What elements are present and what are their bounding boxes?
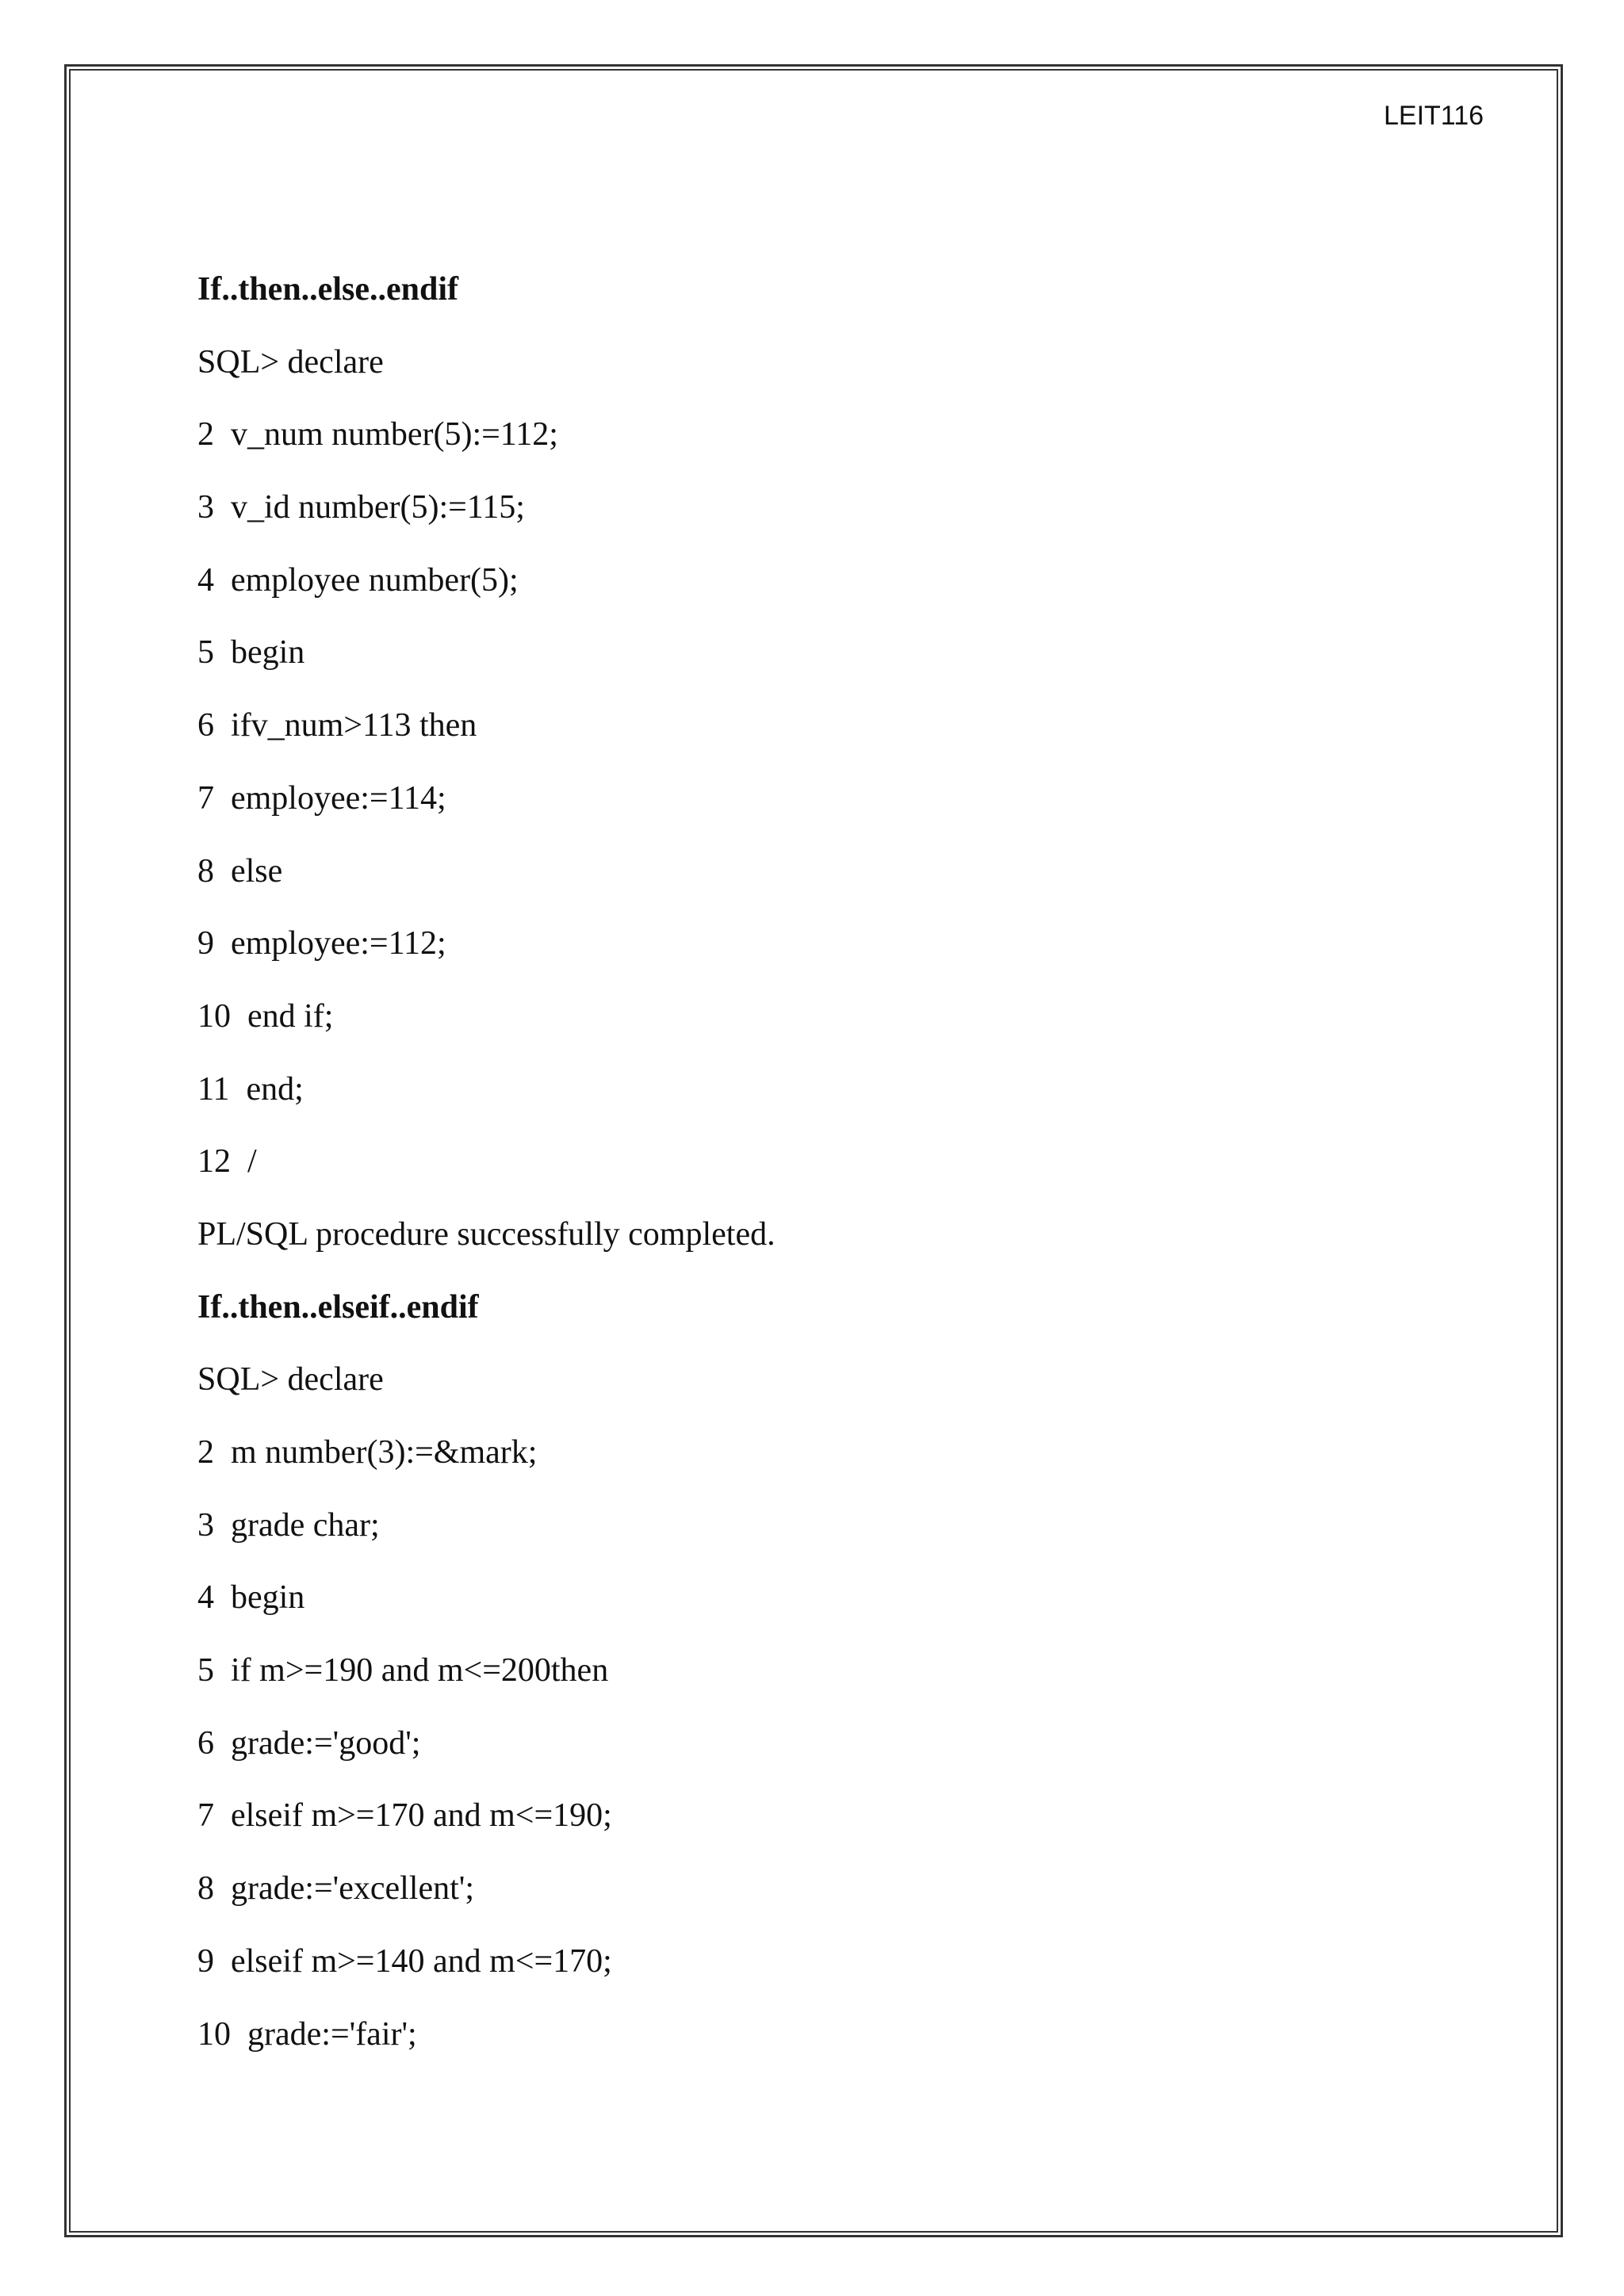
code-line: SQL> declare	[197, 343, 384, 381]
section-heading: If..then..else..endif	[197, 271, 458, 308]
code-line: 5 begin	[197, 634, 305, 672]
code-line: 4 begin	[197, 1579, 305, 1617]
code-line: 12 /	[197, 1143, 257, 1181]
code-line: 3 v_id number(5):=115;	[197, 489, 525, 526]
code-line: SQL> declare	[197, 1361, 384, 1399]
code-line: 4 employee number(5);	[197, 561, 519, 599]
code-line: 3 grade char;	[197, 1506, 380, 1544]
code-line: 9 elseif m>=140 and m<=170;	[197, 1942, 612, 1980]
code-line: 2 v_num number(5):=112;	[197, 416, 558, 453]
code-line: 8 grade:='excellent';	[197, 1870, 475, 1908]
document-body	[197, 270, 1506, 2087]
code-line: 10 grade:='fair';	[197, 2015, 417, 2053]
code-line: 8 else	[197, 852, 283, 890]
code-line: 7 elseif m>=170 and m<=190;	[197, 1797, 612, 1835]
code-line: 7 employee:=114;	[197, 779, 446, 817]
code-line: 5 if m>=190 and m<=200then	[197, 1652, 609, 1689]
code-line: 9 employee:=112;	[197, 925, 446, 962]
document-code: LEIT116	[1384, 101, 1484, 131]
code-line: 6 grade:='good';	[197, 1724, 421, 1762]
code-line: 2 m number(3):=&mark;	[197, 1434, 538, 1471]
code-line: 6 ifv_num>113 then	[197, 707, 477, 744]
section-heading: If..then..elseif..endif	[197, 1288, 479, 1326]
code-line: 10 end if;	[197, 997, 334, 1035]
code-line: 11 end;	[197, 1070, 304, 1108]
output-line: PL/SQL procedure successfully completed.	[197, 1215, 776, 1253]
